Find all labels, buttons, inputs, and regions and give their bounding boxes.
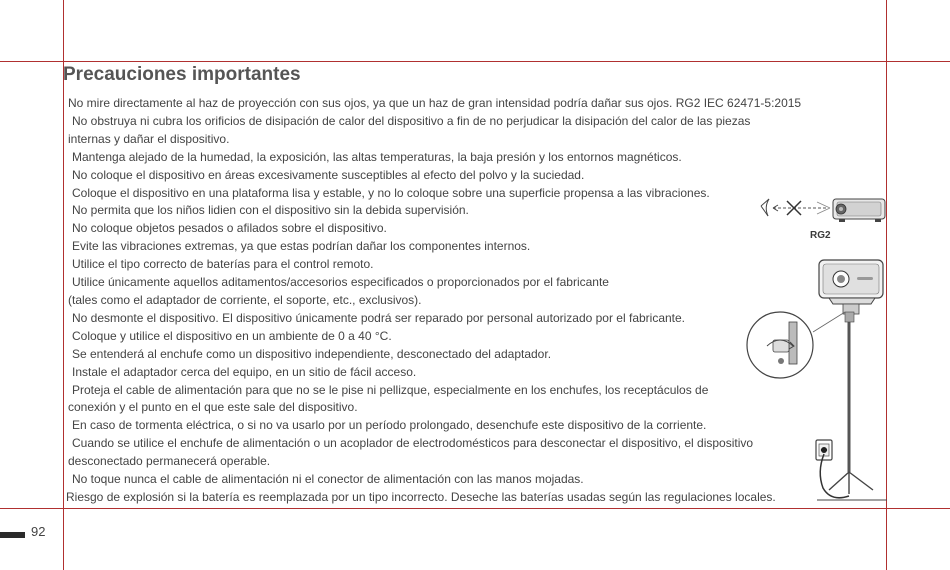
eye-beam-warning-icon [755,196,890,230]
precaution-item: Evite las vibraciones extremas, ya que estas podrían dañar los componentes internos. [72,239,531,254]
precaution-item: Utilice el tipo correcto de baterías para el control remoto. [72,257,374,272]
precaution-item: Cuando se utilice el enchufe de alimentación o un acoplador de electrodomésticos para desconectar el dispositivo, el dispositivo [72,436,754,451]
precaution-item: internas y dañar el dispositivo. [68,131,230,146]
precaution-item: No permita que los niños lidien con el dispositivo sin la debida supervisión. [72,203,469,218]
precaution-item: No desmonte el dispositivo. El dispositivo únicamente podrá ser reparado por personal autorizado por el fabricante. [72,310,686,325]
precaution-item: desconectado permanecerá operable. [68,454,271,469]
precaution-item: No obstruya ni cubra los orificios de disipación de calor del dispositivo a fin de no perjudicar la disipación del calor de las piezas [72,113,751,128]
precaution-item: Proteja el cable de alimentación para que no se le pise ni pellizque, especialmente en los enchufes, los receptáculos de [72,382,709,397]
precaution-item: No coloque el dispositivo en áreas excesivamente susceptibles al efecto del polvo y la suciedad. [72,167,585,182]
precaution-item: No coloque objetos pesados o afilados sobre el dispositivo. [72,221,387,236]
page-marker-bar [0,532,25,538]
precaution-item: Instale el adaptador cerca del equipo, en un sitio de fácil acceso. [72,364,417,379]
precaution-item: Coloque y utilice el dispositivo en un ambiente de 0 a 40 °C. [72,328,392,343]
page-number: 92 [31,524,46,539]
precaution-item: Coloque el dispositivo en una plataforma lisa y estable, y no lo coloque sobre una superficie propensa a las vibraciones. [72,185,710,200]
precaution-item: (tales como el adaptador de corriente, el soporte, etc., exclusivos). [68,292,422,307]
precaution-item: Utilice únicamente aquellos aditamentos/accesorios especificados o proporcionados por el fabricante [72,275,609,290]
projector-stand-illustration [745,250,890,508]
precaution-item: En caso de tormenta eléctrica, o si no va usarlo por un período prolongado, desenchufe este dispositivo de la corriente. [72,418,707,433]
precaution-item: Mantenga alejado de la humedad, la exposición, las altas temperaturas, la baja presión y los entornos magnéticos. [72,149,682,164]
precaution-item: conexión y el punto en el que este sale del dispositivo. [68,400,358,415]
precaution-item: No toque nunca el cable de alimentación ni el conector de alimentación con las manos mojadas. [72,472,584,487]
page-title: Precauciones importantes [63,64,301,85]
guide-line-bottom [0,508,950,509]
precaution-item: Riesgo de explosión si la batería es reemplazada por un tipo incorrecto. Deseche las baterías usadas según las regulaciones locales. [66,489,776,504]
precaution-item: Se entenderá al enchufe como un dispositivo independiente, desconectado del adaptador. [72,346,552,361]
precaution-item: No mire directamente al haz de proyección con sus ojos, ya que un haz de gran intensidad podría dañar sus ojos. RG2 IEC 62471-5:2015 [68,96,802,110]
guide-line-top [0,61,950,62]
rg2-label: RG2 [810,230,831,241]
